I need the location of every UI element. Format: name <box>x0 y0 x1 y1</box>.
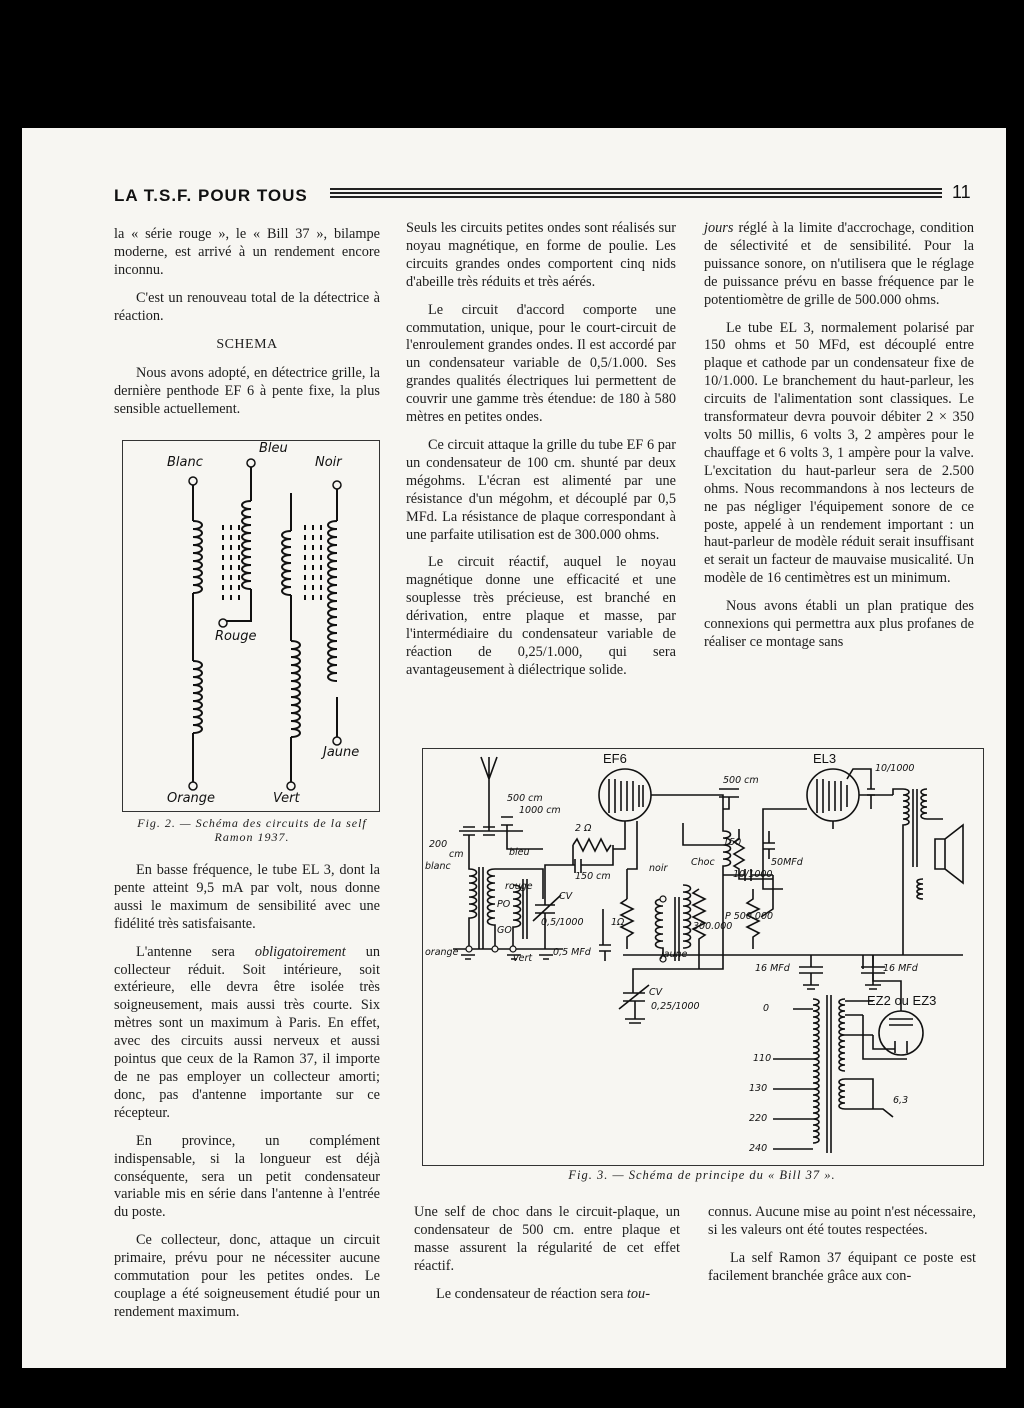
paragraph: En basse fréquence, le tube EL 3, dont la pente atteint 9,5 mA par volt, nous donne aussi le maximum de sensibilité avec une fidélité très satisfaisante. <box>114 862 380 932</box>
component-label: CV <box>649 987 663 998</box>
component-label: GO <box>497 925 512 936</box>
tube-label: EL3 <box>813 751 837 766</box>
component-label: 150 cm <box>575 871 611 882</box>
section-heading: SCHEMA <box>216 336 278 352</box>
figure-3-caption: Fig. 3. — Schéma de principe du « Bill 37 ». <box>568 1168 836 1182</box>
component-label: 6,3 <box>893 1095 909 1106</box>
component-label: 10/1000 <box>875 763 915 774</box>
column-1-top <box>114 226 380 429</box>
component-label: P 500.000 <box>725 911 774 922</box>
terminal-label: Jaune <box>323 745 360 760</box>
component-label: 0,25/1000 <box>651 1001 700 1012</box>
paragraph: En province, un complément indispensable, si la longueur est déjà conséquente, sera un petit condensateur variable mis en série dans l'antenne à l'entrée du poste. <box>114 1132 380 1221</box>
figure-self-ramon <box>122 440 380 812</box>
component-label: 300.000 <box>693 921 733 932</box>
paragraph: Une self de choc dans le circuit-plaque, un condensateur de 500 cm. entre plaque et masse assurent la régularité de cet effet réactif. <box>414 1204 680 1274</box>
paragraph: Ce collecteur, donc, attaque un circuit primaire, prévu pour ne nécessiter aucune commutation pour les petites ondes. Le couplage a été soigneusement étudié pour un rendement maximum. <box>114 1232 380 1320</box>
paragraph: Le tube EL 3, normalement polarisé par 150 ohms et 50 MFd, est découplé entre plaque et cathode par un condensateur fixe de 10/1.000. Le branchement du haut-parleur, les circuits de l'alimentation sont classiques. Le transformateur devra pouvoir débiter 2 × 350 volts 50 millis, 6 volts 3, 2 ampères pour le chauffage et 6 volts 3, 1 ampère pour la valve. L'excitation du haut-parleur sera de 2.500 ohms. Nous recommandons à nos lecteurs de ne pas négliger l'équipement sonore de ce poste, appelé à un rendement important : un haut-parleur de modèle réduit serait insuffisant et serait un facteur de mauvaise musicalité. Un modèle de 16 centimètres est un minimum. <box>704 319 974 587</box>
component-label: PO <box>497 899 511 910</box>
header-rules <box>330 188 942 202</box>
component-label: jaune <box>661 949 688 960</box>
component-label: 0,5 MFd <box>553 947 591 958</box>
component-label: bleu <box>509 847 530 858</box>
component-label: 110 <box>753 1053 772 1064</box>
component-label: 200 <box>429 839 448 850</box>
component-label: 10/1000 <box>733 869 773 880</box>
component-label: 16 MFd <box>755 963 790 974</box>
component-label: blanc <box>425 861 451 872</box>
paragraph: Le circuit réactif, auquel le noyau magnétique donne une efficacité et une souplesse très précieuse, est branché en dérivation, entre plaque et masse, par l'intermédiaire du condensateur variable de réaction de 0,25/1.000, qui sera avantageusement à diélectrique solide. <box>406 554 676 678</box>
figure-schematic-bill37 <box>422 748 984 1166</box>
component-label: CV <box>559 891 573 902</box>
terminal-label: Noir <box>315 455 342 470</box>
component-label: vert <box>513 953 533 964</box>
component-label: 130 <box>749 1083 768 1094</box>
paragraph: Nous avons établi un plan pratique des connexions qui permettra aux plus profanes de réaliser ce montage sans <box>704 598 974 650</box>
column-1-bottom <box>114 862 380 1332</box>
component-label: 1Ω <box>611 917 625 928</box>
terminal-label: Orange <box>167 791 216 806</box>
tube-label: EF6 <box>603 751 627 766</box>
paragraph: L'antenne sera obligatoirement un collecteur réduit. Soit intérieure, soit extérieure, elle devra être isolée très soigneusement, mais aussi très courte. Six mètres sont un maximum à Paris. En effet, avec des circuits aussi nerveux et aussi pointus que ceux de la Ramon 37, il importe de ne pas employer un collecteur amorti; donc, pas d'antenne importante sur ce récepteur. <box>114 943 381 1121</box>
tube-label: EZ2 ou EZ3 <box>867 993 937 1008</box>
figure-2-caption: Fig. 2. — Schéma des circuits de la self Ramon 1937. <box>137 816 367 844</box>
paragraph: La self Ramon 37 équipant ce poste est facilement branchée grâce aux con- <box>708 1249 976 1284</box>
component-label: 240 <box>749 1143 768 1154</box>
component-label: rouge <box>505 881 533 892</box>
column-3-top <box>704 220 974 662</box>
column-3-bottom <box>708 1204 976 1296</box>
terminal-label: Vert <box>273 791 300 806</box>
component-label: 150 <box>723 837 742 848</box>
column-2-bottom <box>414 1204 680 1314</box>
terminal-label: Blanc <box>167 455 203 470</box>
column-2-top <box>406 220 676 690</box>
paragraph: la « série rouge », le « Bill 37 », bilampe moderne, est arrivé à un rendement encore inconnu. <box>114 226 380 278</box>
component-label: 500 cm <box>723 775 759 786</box>
component-label: 220 <box>749 1113 768 1124</box>
component-label: noir <box>649 863 668 874</box>
component-label: 50MFd <box>771 857 803 868</box>
component-label: 500 cm <box>507 793 543 804</box>
paragraph: jours réglé à la limite d'accrochage, condition de sélectivité et de sensibilité. Pour la puissance sonore, on n'utilisera que le réglage de puissance prévu en basse fréquence par le potentiomètre de grille de 500.000 ohms. <box>704 220 974 308</box>
terminal-label: Bleu <box>259 441 288 456</box>
terminal-label: Rouge <box>215 629 257 644</box>
page-number: 11 <box>952 182 971 202</box>
paragraph: Le circuit d'accord comporte une commutation, unique, pour le court-circuit de l'enroulement grandes ondes. Il est accordé par un condensateur variable de 0,5/1.000. Ses grandes qualités électriques lui permettent de couvrir une gamme très étendue: de 180 à 580 mètres en petites ondes. <box>406 301 676 426</box>
document-page <box>22 128 1006 1368</box>
component-label: 16 MFd <box>883 963 918 974</box>
paragraph: Le condensateur de réaction sera tou- <box>436 1285 650 1302</box>
paragraph: Nous avons adopté, en détectrice grille, la dernière penthode EF 6 à pente fixe, la plus sensible actuellement. <box>114 365 380 418</box>
paragraph: Seuls les circuits petites ondes sont réalisés sur noyau magnétique, en forme de poulie. Les circuits grandes ondes comportent cinq nids d'abeille très réduits et très aérés. <box>406 220 676 290</box>
component-label: 1000 cm <box>519 805 561 816</box>
running-header: LA T.S.F. POUR TOUS <box>114 186 308 205</box>
component-label: cm <box>449 849 464 860</box>
component-label: orange <box>425 947 459 958</box>
component-label: Choc <box>691 857 715 868</box>
paragraph: connus. Aucune mise au point n'est nécessaire, si les valeurs ont été toutes respectées. <box>708 1204 976 1238</box>
component-label: 0 <box>763 1003 770 1014</box>
paragraph: C'est un renouveau total de la détectrice à réaction. <box>114 289 380 324</box>
paragraph: Ce circuit attaque la grille du tube EF 6 par un condensateur de 100 cm. shunté par deux mégohms. L'écran est alimenté par une résistance d'un mégohm, et découplé par 0,5 MFd. La résistance de plaque correspondant à une parfaite utilisation est de 300.000 ohms. <box>406 436 676 543</box>
component-label: 0,5/1000 <box>541 917 584 928</box>
component-label: 2 Ω <box>575 823 592 834</box>
